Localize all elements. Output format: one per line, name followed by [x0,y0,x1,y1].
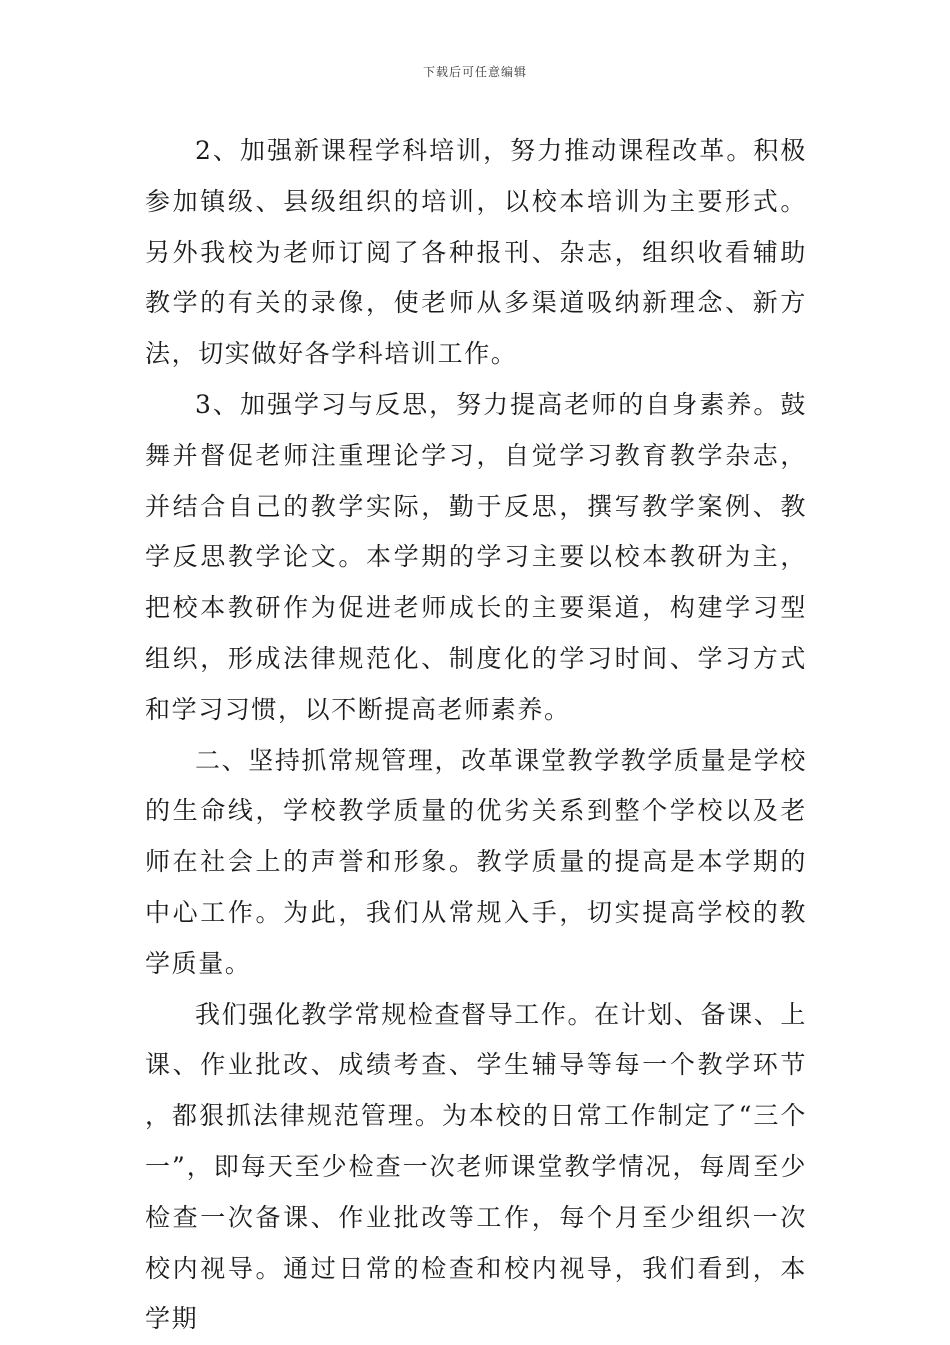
page-header-note: 下载后可任意编辑 [422,65,527,79]
paragraph-routine-management: 二、坚持抓常规管理，改革课堂教学教学质量是学校的生命线，学校教学质量的优劣关系到整个学校以及老师在社会上的声誉和形象。教学质量的提高是本学期的中心工作。为此，我们从常规入手，切实提高学校的教学质量。 [145,745,807,978]
paragraph-course-training: 2、加强新课程学科培训，努力推动课程改革。积极参加镇级、县级组织的培训，以校本培训为主要形式。另外我校为老师订阅了各种报刊、杂志，组织收看辅助教学的有关的录像，使老师从多渠道吸纳新理念、新方法，切实做好各学科培训工作。 [145,136,807,369]
document-body [145,126,807,1345]
paragraph-study-reflection: 3、加强学习与反思，努力提高老师的自身素养。鼓舞并督促老师注重理论学习，自觉学习教育教学杂志，并结合自己的教学实际，勤于反思，撰写教学案例、教学反思教学论文。本学期的学习主要以校本教研为主，把校本教研作为促进老师成长的主要渠道，构建学习型组织，形成法律规范化、制度化的学习时间、学习方式和学习习惯，以不断提高老师素养。 [145,389,807,724]
paragraph-inspection-supervision: 我们强化教学常规检查督导工作。在计划、备课、上课、作业批改、成绩考查、学生辅导等每一个教学环节，都狠抓法律规范管理。为本校的日常工作制定了“三个一”，即每天至少检查一次老师课堂教学情况，每周至少检查一次备课、作业批改等工作，每个月至少组织一次校内视导。通过日常的检查和校内视导，我们看到，本学期 [145,999,807,1334]
